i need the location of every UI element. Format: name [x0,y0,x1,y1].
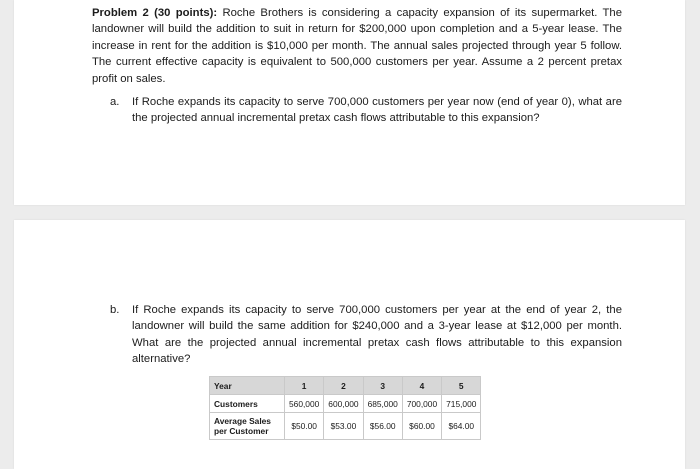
document-page-1 [14,0,685,205]
document-page-2 [14,220,685,469]
table-cell: 700,000 [402,395,441,413]
table-row-label: Average Sales per Customer [210,413,285,440]
table-cell: 600,000 [324,395,363,413]
table-cell: $53.00 [324,413,363,440]
question-b-letter: b. [110,304,120,316]
question-a-letter: a. [110,96,120,108]
table-header-cell: 5 [442,377,481,395]
table-cell: $56.00 [363,413,402,440]
table-header-cell: 1 [285,377,324,395]
question-a-text: If Roche expands its capacity to serve 700,000 customers per year now (end of year 0), what are the projected annual incremental pretax cash flows attributable to this expansion? [132,96,622,125]
table-header-cell: 3 [363,377,402,395]
table-header-cell: 4 [402,377,441,395]
problem-label: Problem 2 (30 points): [92,7,218,19]
problem-statement [92,5,622,87]
table-cell: $50.00 [285,413,324,440]
table-cell: 560,000 [285,395,324,413]
problem-body: Roche Brothers is considering a capacity expansion of its supermarket. The landowner will build the addition to suit in return for $200,000 upon completion and a 5-year lease. The increase in rent for the addition is $10,000 per month. The annual sales projected through year 5 follow. The current effective capacity is equivalent to 500,000 customers per year. Assume a 2 percent pretax profit on sales. [92,7,622,85]
table-row [210,395,481,413]
sales-table [209,376,481,440]
question-b-text: If Roche expands its capacity to serve 700,000 customers per year at the end of year 2, the landowner will build the same addition for $240,000 and a 3-year lease at $12,000 per month. What are the projected annual incremental pretax cash flows attributable to this expansion alternative? [132,304,622,366]
table-header-cell: 2 [324,377,363,395]
table-row [210,413,481,440]
table-row-label: Customers [210,395,285,413]
table-header-row [210,377,481,395]
table-cell: 685,000 [363,395,402,413]
table-cell: $60.00 [402,413,441,440]
table-cell: 715,000 [442,395,481,413]
table-header-cell: Year [210,377,285,395]
table-cell: $64.00 [442,413,481,440]
